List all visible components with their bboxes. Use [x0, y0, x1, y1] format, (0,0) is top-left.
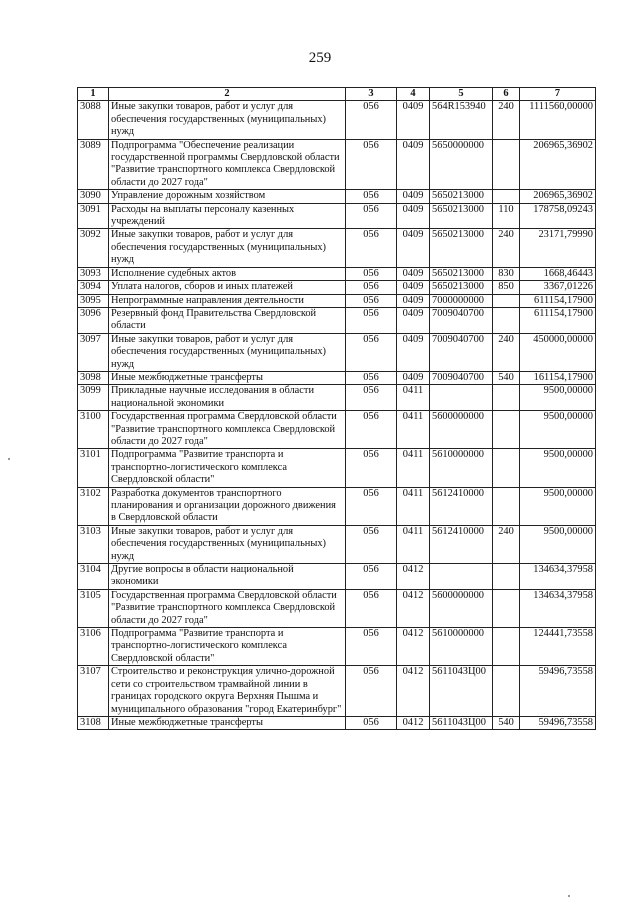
row-number-cell: 3101	[78, 449, 109, 487]
table-row	[78, 190, 596, 203]
header-cell: 2	[109, 88, 346, 101]
row-number-cell: 3088	[78, 101, 109, 139]
target-article-code-cell	[430, 564, 493, 590]
table-row	[78, 371, 596, 384]
grbs-code-cell: 056	[346, 716, 397, 729]
expense-name-cell: Подпрограмма "Развитие транспорта и транспортно-логистического комплекса Свердловской области"	[109, 449, 346, 487]
target-article-code-cell: 7009040700	[430, 333, 493, 371]
target-article-code-cell: 7000000000	[430, 294, 493, 307]
expense-name-cell: Иные закупки товаров, работ и услуг для обеспечения государственных (муниципальных) нужд	[109, 525, 346, 563]
expense-name-cell: Расходы на выплаты персоналу казенных учреждений	[109, 203, 346, 229]
grbs-code-cell: 056	[346, 666, 397, 717]
target-article-code-cell: 561104ЗЦ00	[430, 666, 493, 717]
expense-type-code-cell: 240	[493, 333, 520, 371]
expense-type-code-cell	[493, 139, 520, 190]
section-code-cell: 0411	[397, 385, 430, 411]
expense-type-code-cell: 240	[493, 525, 520, 563]
row-number-cell: 3100	[78, 411, 109, 449]
section-code-cell: 0409	[397, 333, 430, 371]
scan-speck	[568, 895, 570, 897]
table-row	[78, 101, 596, 139]
expense-name-cell: Государственная программа Свердловской области "Развитие транспортного комплекса Свердловской области до 2027 года"	[109, 589, 346, 627]
target-article-code-cell: 5650213000	[430, 267, 493, 280]
expense-name-cell: Управление дорожным хозяйством	[109, 190, 346, 203]
expense-name-cell: Непрограммные направления деятельности	[109, 294, 346, 307]
target-article-code-cell: 561104ЗЦ00	[430, 716, 493, 729]
target-article-code-cell	[430, 385, 493, 411]
expense-name-cell: Строительство и реконструкция улично-дорожной сети со строительством трамвайной линии в границах городского округа Верхняя Пышма и муниципального образования "город Екатеринбург"	[109, 666, 346, 717]
grbs-code-cell: 056	[346, 229, 397, 267]
table-row	[78, 411, 596, 449]
section-code-cell: 0411	[397, 525, 430, 563]
amount-cell: 9500,00000	[520, 411, 596, 449]
expense-type-code-cell	[493, 628, 520, 666]
row-number-cell: 3103	[78, 525, 109, 563]
table-row	[78, 716, 596, 729]
header-cell: 4	[397, 88, 430, 101]
grbs-code-cell: 056	[346, 385, 397, 411]
table-row	[78, 229, 596, 267]
table-row	[78, 487, 596, 525]
amount-cell: 611154,17900	[520, 307, 596, 333]
grbs-code-cell: 056	[346, 371, 397, 384]
target-article-code-cell: 5650213000	[430, 190, 493, 203]
target-article-code-cell: 5610000000	[430, 449, 493, 487]
expense-type-code-cell	[493, 307, 520, 333]
grbs-code-cell: 056	[346, 333, 397, 371]
section-code-cell: 0411	[397, 487, 430, 525]
target-article-code-cell: 5650213000	[430, 281, 493, 294]
section-code-cell: 0409	[397, 267, 430, 280]
amount-cell: 124441,73558	[520, 628, 596, 666]
row-number-cell: 3093	[78, 267, 109, 280]
expense-type-code-cell: 540	[493, 716, 520, 729]
amount-cell: 134634,37958	[520, 589, 596, 627]
grbs-code-cell: 056	[346, 294, 397, 307]
expense-type-code-cell: 240	[493, 101, 520, 139]
table-row	[78, 203, 596, 229]
expense-name-cell: Подпрограмма "Развитие транспорта и транспортно-логистического комплекса Свердловской области"	[109, 628, 346, 666]
grbs-code-cell: 056	[346, 449, 397, 487]
grbs-code-cell: 056	[346, 564, 397, 590]
target-article-code-cell: 5600000000	[430, 411, 493, 449]
expense-type-code-cell	[493, 589, 520, 627]
target-article-code-cell: 7009040700	[430, 307, 493, 333]
grbs-code-cell: 056	[346, 281, 397, 294]
expense-type-code-cell: 830	[493, 267, 520, 280]
table-row	[78, 564, 596, 590]
amount-cell: 23171,79990	[520, 229, 596, 267]
row-number-cell: 3099	[78, 385, 109, 411]
target-article-code-cell: 5600000000	[430, 589, 493, 627]
header-cell: 1	[78, 88, 109, 101]
expense-name-cell: Уплата налогов, сборов и иных платежей	[109, 281, 346, 294]
section-code-cell: 0411	[397, 449, 430, 487]
section-code-cell: 0412	[397, 666, 430, 717]
table-row	[78, 281, 596, 294]
row-number-cell: 3089	[78, 139, 109, 190]
section-code-cell: 0409	[397, 307, 430, 333]
grbs-code-cell: 056	[346, 307, 397, 333]
row-number-cell: 3097	[78, 333, 109, 371]
amount-cell: 9500,00000	[520, 449, 596, 487]
expense-name-cell: Иные закупки товаров, работ и услуг для обеспечения государственных (муниципальных) нужд	[109, 333, 346, 371]
page-number: 259	[308, 50, 332, 66]
amount-cell: 206965,36902	[520, 139, 596, 190]
expense-type-code-cell: 850	[493, 281, 520, 294]
table-row	[78, 307, 596, 333]
row-number-cell: 3092	[78, 229, 109, 267]
section-code-cell: 0412	[397, 716, 430, 729]
section-code-cell: 0411	[397, 411, 430, 449]
section-code-cell: 0412	[397, 564, 430, 590]
table-row	[78, 267, 596, 280]
amount-cell: 450000,00000	[520, 333, 596, 371]
expense-type-code-cell	[493, 564, 520, 590]
expense-name-cell: Подпрограмма "Обеспечение реализации государственной программы Свердловской области "Развитие транспортного комплекса Свердловской области до 2027 года"	[109, 139, 346, 190]
table-row	[78, 525, 596, 563]
table-row	[78, 589, 596, 627]
table-row	[78, 294, 596, 307]
grbs-code-cell: 056	[346, 525, 397, 563]
section-code-cell: 0412	[397, 589, 430, 627]
section-code-cell: 0409	[397, 139, 430, 190]
table-row	[78, 628, 596, 666]
expense-type-code-cell: 540	[493, 371, 520, 384]
grbs-code-cell: 056	[346, 487, 397, 525]
row-number-cell: 3106	[78, 628, 109, 666]
expense-name-cell: Разработка документов транспортного планирования и организации дорожного движения в Свердловской области	[109, 487, 346, 525]
target-article-code-cell: 7009040700	[430, 371, 493, 384]
expense-type-code-cell	[493, 411, 520, 449]
row-number-cell: 3108	[78, 716, 109, 729]
expense-name-cell: Прикладные научные исследования в области национальной экономики	[109, 385, 346, 411]
row-number-cell: 3105	[78, 589, 109, 627]
amount-cell: 1668,46443	[520, 267, 596, 280]
grbs-code-cell: 056	[346, 628, 397, 666]
grbs-code-cell: 056	[346, 203, 397, 229]
target-article-code-cell: 5650000000	[430, 139, 493, 190]
expense-type-code-cell	[493, 294, 520, 307]
budget-table	[77, 87, 596, 730]
section-code-cell: 0409	[397, 101, 430, 139]
row-number-cell: 3090	[78, 190, 109, 203]
row-number-cell: 3104	[78, 564, 109, 590]
header-cell: 6	[493, 88, 520, 101]
target-article-code-cell: 5650213000	[430, 203, 493, 229]
section-code-cell: 0409	[397, 294, 430, 307]
table-row	[78, 333, 596, 371]
header-cell: 3	[346, 88, 397, 101]
scan-speck	[8, 458, 10, 460]
section-code-cell: 0409	[397, 203, 430, 229]
expense-name-cell: Иные межбюджетные трансферты	[109, 716, 346, 729]
expense-type-code-cell	[493, 487, 520, 525]
section-code-cell: 0409	[397, 190, 430, 203]
header-row	[78, 88, 596, 101]
expense-name-cell: Государственная программа Свердловской области "Развитие транспортного комплекса Свердловской области до 2027 года"	[109, 411, 346, 449]
target-article-code-cell: 5612410000	[430, 487, 493, 525]
amount-cell: 178758,09243	[520, 203, 596, 229]
section-code-cell: 0409	[397, 229, 430, 267]
expense-name-cell: Иные межбюджетные трансферты	[109, 371, 346, 384]
amount-cell: 59496,73558	[520, 716, 596, 729]
amount-cell: 59496,73558	[520, 666, 596, 717]
amount-cell: 9500,00000	[520, 487, 596, 525]
grbs-code-cell: 056	[346, 267, 397, 280]
grbs-code-cell: 056	[346, 411, 397, 449]
section-code-cell: 0409	[397, 371, 430, 384]
table-row	[78, 139, 596, 190]
expense-name-cell: Иные закупки товаров, работ и услуг для обеспечения государственных (муниципальных) нужд	[109, 229, 346, 267]
header-cell: 5	[430, 88, 493, 101]
target-article-code-cell: 5612410000	[430, 525, 493, 563]
expense-name-cell: Резервный фонд Правительства Свердловской области	[109, 307, 346, 333]
row-number-cell: 3098	[78, 371, 109, 384]
table-row	[78, 666, 596, 717]
amount-cell: 9500,00000	[520, 525, 596, 563]
target-article-code-cell: 5650213000	[430, 229, 493, 267]
target-article-code-cell: 5610000000	[430, 628, 493, 666]
expense-type-code-cell: 110	[493, 203, 520, 229]
amount-cell: 3367,01226	[520, 281, 596, 294]
row-number-cell: 3096	[78, 307, 109, 333]
row-number-cell: 3107	[78, 666, 109, 717]
grbs-code-cell: 056	[346, 589, 397, 627]
row-number-cell: 3102	[78, 487, 109, 525]
target-article-code-cell: 564R153940	[430, 101, 493, 139]
amount-cell: 161154,17900	[520, 371, 596, 384]
amount-cell: 611154,17900	[520, 294, 596, 307]
expense-type-code-cell	[493, 449, 520, 487]
grbs-code-cell: 056	[346, 139, 397, 190]
amount-cell: 206965,36902	[520, 190, 596, 203]
amount-cell: 1111560,00000	[520, 101, 596, 139]
row-number-cell: 3095	[78, 294, 109, 307]
expense-name-cell: Другие вопросы в области национальной экономики	[109, 564, 346, 590]
row-number-cell: 3091	[78, 203, 109, 229]
grbs-code-cell: 056	[346, 101, 397, 139]
table-row	[78, 449, 596, 487]
expense-type-code-cell	[493, 190, 520, 203]
amount-cell: 134634,37958	[520, 564, 596, 590]
expense-name-cell: Иные закупки товаров, работ и услуг для обеспечения государственных (муниципальных) нужд	[109, 101, 346, 139]
row-number-cell: 3094	[78, 281, 109, 294]
expense-type-code-cell	[493, 666, 520, 717]
expense-name-cell: Исполнение судебных актов	[109, 267, 346, 280]
expense-type-code-cell: 240	[493, 229, 520, 267]
expense-type-code-cell	[493, 385, 520, 411]
amount-cell: 9500,00000	[520, 385, 596, 411]
section-code-cell: 0409	[397, 281, 430, 294]
grbs-code-cell: 056	[346, 190, 397, 203]
table-row	[78, 385, 596, 411]
header-cell: 7	[520, 88, 596, 101]
section-code-cell: 0412	[397, 628, 430, 666]
